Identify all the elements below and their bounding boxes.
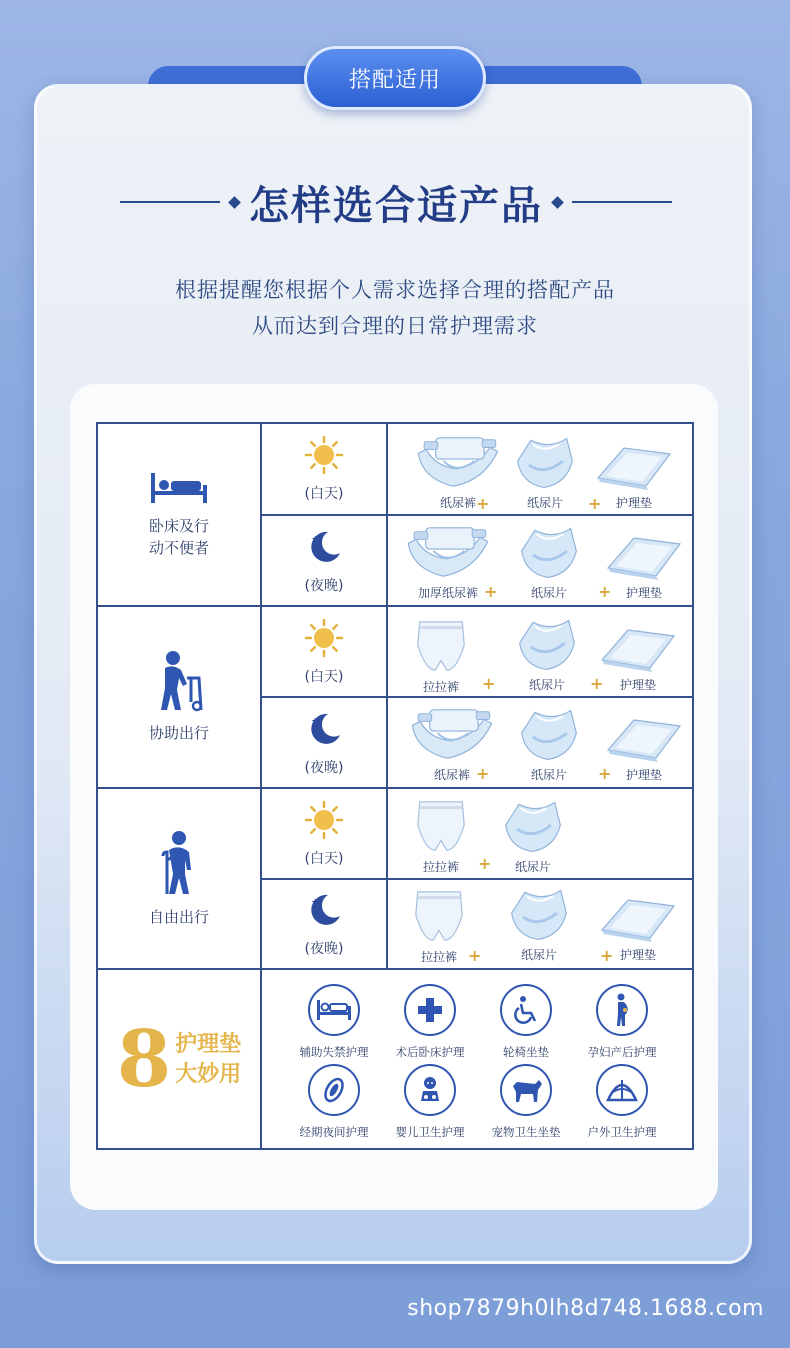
product-underpad	[598, 620, 678, 693]
page-title-row	[120, 172, 672, 232]
use-label: 户外卫生护理	[587, 1125, 657, 1139]
product-matching-table	[96, 422, 694, 1150]
time-night	[262, 698, 386, 787]
dog-icon	[500, 1064, 552, 1116]
plus-sign: +	[468, 946, 482, 965]
product-label: 护理垫	[625, 586, 662, 600]
pullup-pants-icon	[410, 886, 468, 946]
time-day	[262, 789, 386, 878]
time-label: (白天)	[304, 486, 344, 502]
product-label: 护理垫	[615, 496, 652, 510]
product-label: 纸尿片	[530, 768, 567, 782]
use-label: 辅助失禁护理	[299, 1045, 369, 1059]
time-label: (夜晚)	[304, 577, 344, 594]
pullup-pants-icon	[412, 796, 470, 856]
use-incontinence-care	[286, 984, 382, 1060]
product-pullup	[412, 616, 470, 695]
subtitle-line-1: 根据提醒您根据个人需求选择合理的搭配产品	[175, 278, 615, 302]
insert-pad-icon	[514, 614, 580, 674]
insert-pad-icon	[516, 522, 582, 582]
product-label: 纸尿片	[514, 860, 551, 874]
category-label: 协助出行	[148, 724, 209, 742]
product-insert	[516, 704, 582, 783]
product-label: 纸尿片	[526, 496, 563, 510]
title-diamond-right	[551, 196, 564, 209]
subtitle-line-2: 从而达到合理的日常护理需求	[252, 314, 538, 338]
use-label: 宠物卫生坐垫	[491, 1125, 561, 1139]
moon-icon	[304, 527, 344, 567]
use-label: 术后卧床护理	[395, 1045, 465, 1059]
pregnant-icon	[596, 984, 648, 1036]
insert-pad-icon	[506, 884, 572, 944]
product-label: 护理垫	[619, 678, 656, 692]
product-pullup	[412, 796, 470, 875]
bed-icon	[149, 471, 209, 505]
time-label: (白天)	[304, 668, 344, 685]
plus-sign: +	[588, 494, 602, 513]
product-insert	[514, 614, 580, 693]
product-insert	[506, 884, 572, 963]
product-underpad	[598, 890, 678, 963]
time-night	[262, 880, 386, 968]
product-insert	[516, 522, 582, 601]
category-label-line1: 卧床及行	[148, 516, 209, 535]
category-independent	[98, 789, 260, 968]
pullup-pants-icon	[412, 616, 470, 676]
bed-icon	[308, 984, 360, 1036]
diaper-icon	[414, 432, 502, 492]
use-wheelchair	[478, 984, 574, 1060]
plus-sign: +	[600, 946, 614, 965]
category-assisted-walking	[98, 607, 260, 787]
time-label: (夜晚)	[304, 941, 344, 957]
product-label: 拉拉裤	[422, 680, 459, 694]
underpad-icon	[598, 890, 678, 944]
product-label: 拉拉裤	[420, 950, 457, 964]
wheelchair-icon	[500, 984, 552, 1036]
underpad-icon	[598, 620, 678, 674]
use-period-night	[286, 1064, 382, 1140]
underpad-icon	[594, 438, 674, 492]
medical-cross-icon	[404, 984, 456, 1036]
uses-word-1: 护理垫	[175, 1032, 242, 1057]
title-divider-left	[120, 201, 220, 203]
product-label: 纸尿裤	[439, 496, 476, 510]
diaper-icon	[408, 704, 496, 764]
category-bedridden	[98, 424, 260, 605]
plus-sign: +	[590, 674, 604, 693]
category-label-line2: 动不便者	[148, 538, 209, 557]
product-label: 护理垫	[619, 948, 656, 962]
product-label: 拉拉裤	[422, 860, 459, 874]
time-night	[262, 516, 386, 605]
page-title: 怎样选合适产品	[249, 182, 543, 229]
plus-sign: +	[476, 764, 490, 783]
baby-icon	[404, 1064, 456, 1116]
use-label: 轮椅坐垫	[503, 1045, 549, 1059]
product-label: 纸尿片	[520, 948, 557, 962]
product-label: 纸尿片	[528, 678, 565, 692]
product-insert	[512, 432, 578, 511]
product-label: 纸尿片	[530, 586, 567, 600]
use-baby-care	[382, 1064, 478, 1140]
plus-sign: +	[484, 582, 498, 601]
sanitary-pad-icon	[308, 1064, 360, 1116]
product-underpad	[604, 710, 684, 783]
uses-word-2: 大妙用	[175, 1062, 242, 1087]
tent-icon	[596, 1064, 648, 1116]
shop-url[interactable]: shop7879h0lh8d748.1688.com	[407, 1296, 764, 1321]
plus-sign: +	[598, 764, 612, 783]
plus-sign: +	[482, 674, 496, 693]
product-thick-diaper	[404, 522, 492, 601]
use-outdoor-care	[574, 1064, 670, 1140]
cane-elder-icon	[157, 830, 201, 896]
product-label: 护理垫	[625, 768, 662, 782]
time-label: (夜晚)	[304, 759, 344, 776]
plus-sign: +	[478, 854, 492, 873]
product-underpad	[604, 528, 684, 601]
category-label: 自由出行	[148, 907, 209, 926]
use-label: 孕妇产后护理	[587, 1045, 657, 1059]
plus-sign: +	[598, 582, 612, 601]
diaper-icon	[404, 522, 492, 582]
insert-pad-icon	[516, 704, 582, 764]
sun-icon	[304, 435, 344, 475]
uses-count: 8	[116, 1014, 172, 1105]
plus-sign: +	[476, 494, 490, 513]
use-label: 经期夜间护理	[299, 1125, 369, 1139]
walker-elder-icon	[151, 650, 207, 712]
title-diamond-left	[228, 196, 241, 209]
use-pet-pad	[478, 1064, 574, 1140]
col-divider	[386, 424, 388, 970]
title-divider-right	[572, 201, 672, 203]
sun-icon	[304, 800, 344, 840]
product-label: 加厚纸尿裤	[417, 586, 478, 600]
eight-uses-badge	[98, 970, 260, 1150]
use-postop-care	[382, 984, 478, 1060]
time-day	[262, 607, 386, 696]
underpad-icon	[604, 710, 684, 764]
product-pullup	[410, 886, 468, 965]
tab-match-usage[interactable]: 搭配适用	[304, 46, 486, 110]
product-insert	[500, 796, 566, 875]
insert-pad-icon	[500, 796, 566, 856]
underpad-icon	[604, 528, 684, 582]
moon-icon	[304, 709, 344, 749]
insert-pad-icon	[512, 432, 578, 492]
time-label: (白天)	[304, 850, 344, 867]
moon-icon	[304, 890, 344, 930]
use-maternity-care	[574, 984, 670, 1060]
sun-icon	[304, 618, 344, 658]
product-underpad	[594, 438, 674, 511]
time-day	[262, 424, 386, 514]
use-label: 婴儿卫生护理	[395, 1125, 465, 1139]
product-label: 纸尿裤	[433, 768, 470, 782]
